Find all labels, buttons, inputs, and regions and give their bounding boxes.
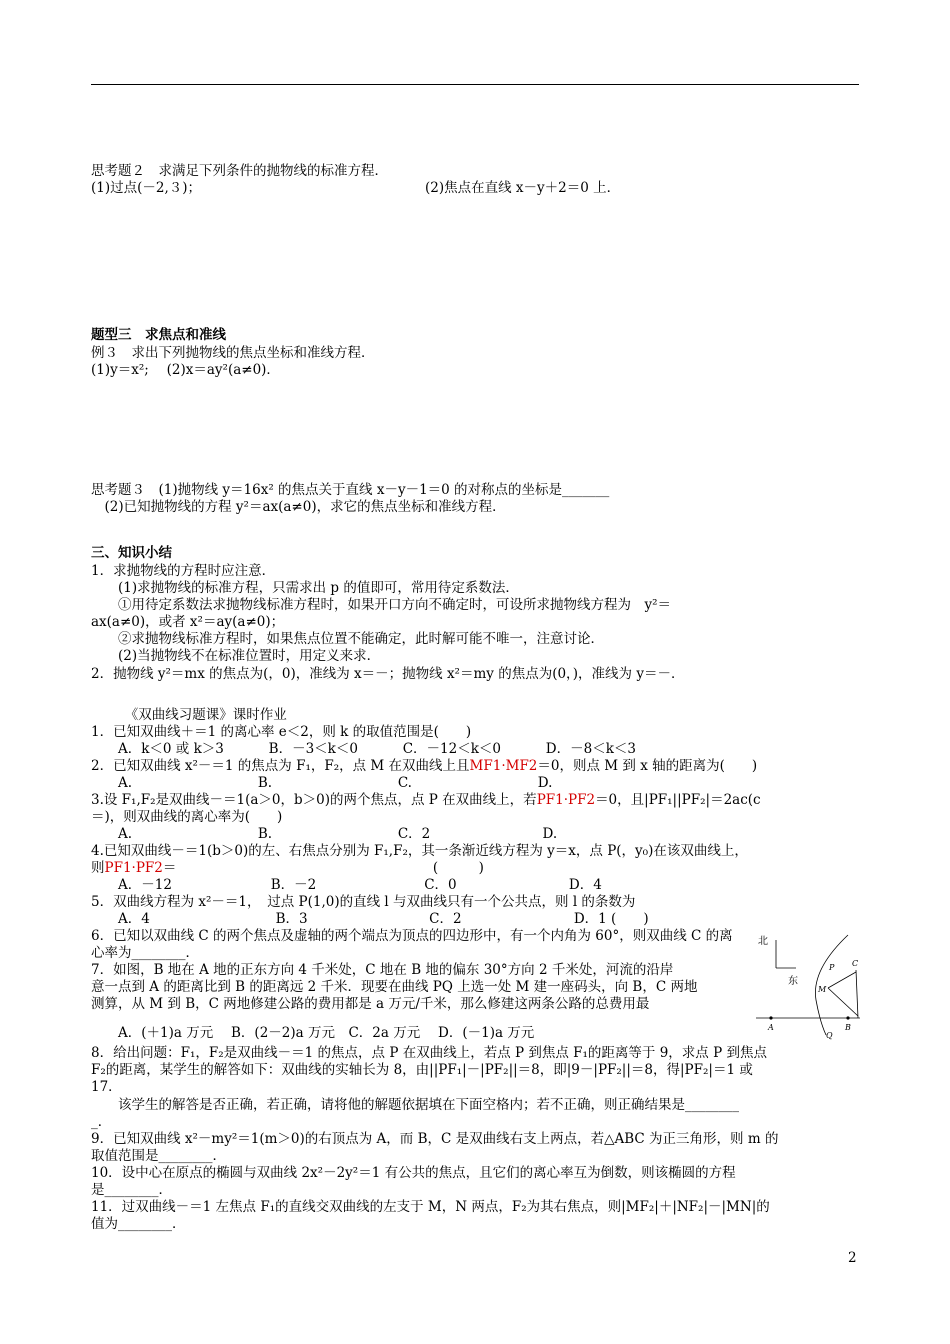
homework-title: 《双曲线习题课》课时作业 xyxy=(91,707,287,723)
hw-q4: 4.已知双曲线－＝1(b＞0)的左、右焦点分别为 F₁,F₂，其一条渐近线方程为 y＝x，点 P(，y₀)在该双曲线上， xyxy=(91,843,748,859)
hw-q8-cont2: 17． xyxy=(91,1079,122,1095)
summary-1c: ax(a≠0)，或者 x²＝ay(a≠0)； xyxy=(91,614,285,630)
hw-q5: 5．双曲线方程为 x²－＝1， 过点 P(1,0)的直线 l 与双曲线只有一个公共点，则 l 的条数为 xyxy=(91,894,636,910)
hw-q9-cont: 取值范围是________． xyxy=(91,1148,226,1164)
hw-q11-cont: 值为________． xyxy=(91,1216,186,1232)
point-a xyxy=(769,1016,772,1019)
hw-q8-cont1: F₂的距离，某学生的解答如下：双曲线的实轴长为 8，由||PF₁|－|PF₂||＝8，即|9－|PF₂||＝8，得|PF₂|＝1 或 xyxy=(91,1062,753,1078)
hw-q8-cont3: 该学生的解答是否正确，若正确，请将他的解题依据填在下面空格内；若不正确，则正确结果是________ xyxy=(91,1097,739,1113)
label-p: P xyxy=(829,963,835,972)
header-rule xyxy=(91,84,859,85)
geometry-figure xyxy=(756,930,860,1040)
page-number: 2 xyxy=(848,1250,857,1266)
hw-q4-options: A．－12 B．－2 C．0 D．4 xyxy=(91,877,602,893)
hw-q1-options: A．k＜0 或 k＞3 B．－3＜k＜0 C．－12＜k＜0 D．－8＜k＜3 xyxy=(91,741,636,757)
label-m: M xyxy=(818,985,827,994)
vector-product: PF1·PF2 xyxy=(104,860,163,876)
example3-parts: (1)y＝x²; (2)x＝ay²(a≠0)． xyxy=(91,362,280,378)
hw-q3: 3.设 F₁,F₂是双曲线－＝1(a＞0，b＞0)的两个焦点，点 P 在双曲线上，若PF1·PF2＝0，且|PF₁||PF₂|＝2ac(c xyxy=(91,792,761,808)
q3-line1: 思考题３ (1)抛物线 y＝16x² 的焦点关于直线 x－y－1＝0 的对称点的坐标是_______ xyxy=(91,482,610,498)
q2-title: 思考题２ 求满足下列条件的抛物线的标准方程． xyxy=(91,163,388,179)
hw-q7-cont1: 意一点到 A 的距离比到 B 的距离远 2 千米．现要在曲线 PQ 上选一处 M 建一座码头，向 B，C 两地 xyxy=(91,979,698,995)
north-label: 北 xyxy=(758,936,768,947)
q2-sub2: (2)焦点在直线 x－y＋2＝0 上． xyxy=(425,180,621,196)
hw-q5-options: A．4 B．3 C．2 D．1 ( ) xyxy=(91,911,649,927)
summary-2: 2．抛物线 y²＝mx 的焦点为(，0)，准线为 x＝－；抛物线 x²＝my 的焦点为(0，)，准线为 y＝－． xyxy=(91,666,685,682)
hw-q6: 6．已知以双曲线 C 的两个焦点及虚轴的两个端点为顶点的四边形中，有一个内角为 60°，则双曲线 C 的离 xyxy=(91,928,733,944)
summary-1e: (2)当抛物线不在标准位置时，用定义来求． xyxy=(91,648,381,664)
hw-q7-options: A．(＋1)a 万元 B．(2－2)a 万元 C．2a 万元 D．(－1)a 万元 xyxy=(91,1025,535,1041)
hw-q6-cont: 心率为________． xyxy=(91,945,199,961)
hw-q9: 9．已知双曲线 x²－my²＝1(m＞0)的右顶点为 A，而 B，C 是双曲线右支上两点，若△ABC 为正三角形，则 m 的 xyxy=(91,1131,779,1147)
hw-q4-cont: 则PF1·PF2＝ ( ) xyxy=(91,860,484,876)
label-q: Q xyxy=(826,1031,833,1040)
hw-q1: 1．已知双曲线＋＝1 的离心率 e＜2，则 k 的取值范围是( ) xyxy=(91,724,472,740)
hw-q3-options: A. B. C．2 D. xyxy=(91,826,558,842)
hw-q7: 7．如图，B 地在 A 地的正东方向 4 千米处，C 地在 B 地的偏东 30°方向 2 千米处，河流的沿岸 xyxy=(91,962,674,978)
hw-q2-options: A. B. C. D. xyxy=(91,775,553,791)
summary-1a: (1)求抛物线的标准方程，只需求出 p 的值即可，常用待定系数法． xyxy=(91,580,519,596)
summary-1d: ②求抛物线标准方程时，如果焦点位置不能确定，此时解可能不唯一，注意讨论． xyxy=(91,631,604,647)
label-a: A xyxy=(768,1023,774,1032)
summary-heading: 三、知识小结 xyxy=(91,545,172,561)
label-c: C xyxy=(852,959,859,968)
type3-heading: 题型三 求焦点和准线 xyxy=(91,327,226,343)
hw-q8: 8．给出问题：F₁，F₂是双曲线－＝1 的焦点，点 P 在双曲线上，若点 P 到焦点 F₁的距离等于 9，求点 P 到焦点 xyxy=(91,1045,767,1061)
hw-q8-cont4: _． xyxy=(91,1114,112,1130)
hw-q2: 2．已知双曲线 x²－＝1 的焦点为 F₁，F₂，点 M 在双曲线上且MF1·MF2＝0，则点 M 到 x 轴的距离为( ) xyxy=(91,758,758,774)
hw-q10: 10．设中心在原点的椭圆与双曲线 2x²－2y²＝1 有公共的焦点，且它们的离心率互为倒数，则该椭圆的方程 xyxy=(91,1165,736,1181)
hw-q7-cont2: 测算，从 M 到 B，C 两地修建公路的费用都是 a 万元/千米，那么修建这两条公路的总费用最 xyxy=(91,996,650,1012)
point-b xyxy=(846,1016,849,1019)
hw-q11: 11．过双曲线－＝1 左焦点 F₁的直线交双曲线的左支于 M，N 两点，F₂为其右焦点，则|MF₂|＋|NF₂|－|MN|的 xyxy=(91,1199,770,1215)
summary-1: 1．求抛物线的方程时应注意． xyxy=(91,563,276,579)
example3: 例３ 求出下列抛物线的焦点坐标和准线方程． xyxy=(91,345,375,361)
summary-1b: ①用待定系数法求抛物线标准方程时，如果开口方向不确定时，可设所求抛物线方程为 y²＝ xyxy=(91,597,672,613)
label-b: B xyxy=(845,1023,851,1032)
hw-q10-cont: 是________． xyxy=(91,1182,172,1198)
q3-line2: (2)已知抛物线的方程 y²＝ax(a≠0)，求它的焦点坐标和准线方程． xyxy=(91,499,506,515)
vector-product: PF1·PF2 xyxy=(536,792,596,808)
hw-q3-cont: ＝)，则双曲线的离心率为( ) xyxy=(91,809,283,825)
east-label: 东 xyxy=(788,976,798,987)
q2-sub1: (1)过点(－2,３)； xyxy=(91,180,202,196)
vector-product: MF1·MF2 xyxy=(469,758,538,774)
